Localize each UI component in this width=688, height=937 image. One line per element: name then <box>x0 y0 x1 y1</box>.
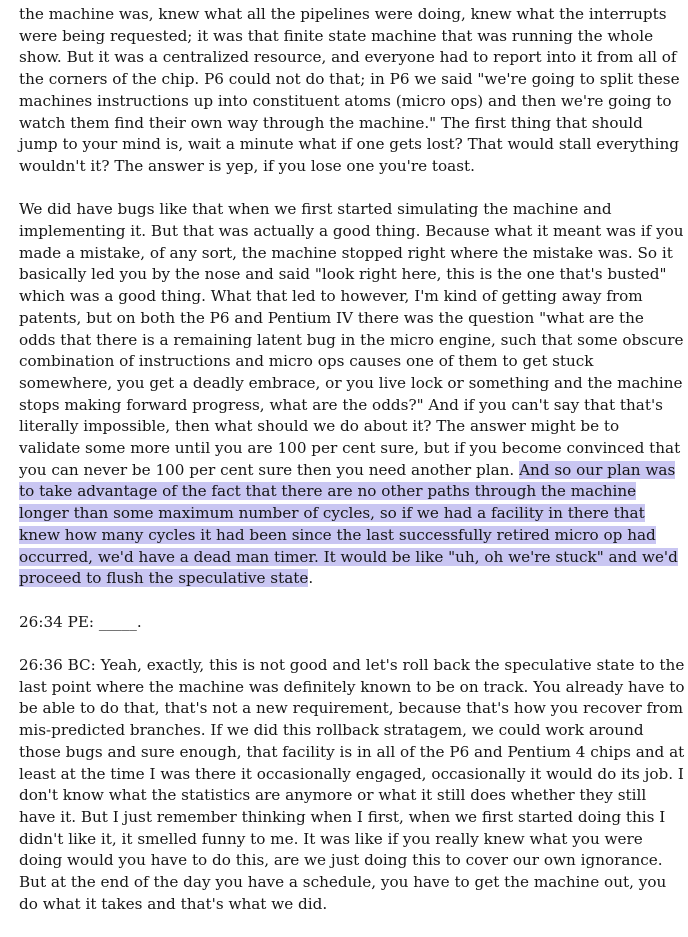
highlighted-selection[interactable]: And so our plan was to take advantage of the fact that there are no other paths through the machine longer than some maximum number of cycles, so if we had a facility in there that knew how many cycles it had been since the last successfully retired micro op had occurred, we'd have a dead man timer. It would be like "uh, oh we're stuck" and we'd proceed to flush the speculative state <box>19 460 678 588</box>
paragraph-finite-state-machine: the machine was, knew what all the pipelines were doing, knew what the interrupts were being requested; it was that finite state machine that was running the whole show. But it was a centralized resource, and everyone had to report into it from all of the corners of the chip. P6 could not do that; in P6 we said "we're going to split these machines instructions up into constituent atoms (micro ops) and then we're going to watch them find their own way through the machine." The first thing that should jump to your mind is, wait a minute what if one gets lost? That would stall everything wouldn't it? The answer is yep, if you lose one you're toast. <box>19 5 680 175</box>
transcript-document <box>19 4 685 937</box>
paragraph-bc-rollback: 26:36 BC: Yeah, exactly, this is not good and let's roll back the speculative state to the last point where the machine was definitely known to be on track. You already have to be able to do that, that's not a new requirement, because that's how you recover from mis-predicted branches. If we did this rollback stratagem, we could work around those bugs and sure enough, that facility is in all of the P6 and Pentium 4 chips and at least at the time I was there it occasionally engaged, occasionally it would do its job. I don't know what the statistics are anymore or what it still does whether they still have it. But I just remember thinking when I first, when we first started doing this I didn't like it, it smelled funny to me. It was like if you really knew what you were doing would you have to do this, are we just doing this to cover our own ignorance. But at the end of the day you have a schedule, you have to get the machine out, you do what it takes and that's what we did. <box>19 656 685 913</box>
paragraph-text: We did have bugs like that when we first started simulating the machine and implementing it. But that was actually a good thing. Because what it meant was if you made a mistake, of any sort, the machine stopped right where the mistake was. So it basically led you by the nose and said "look right here, this is the one that's busted" which was a good thing. What that led to however, I'm kind of getting away from patents, but on both the P6 and Pentium IV there was the question "what are the odds that there is a remaining latent bug in the micro engine, such that some obscure combination of instructions and micro ops causes one of them to get stuck somewhere, you get a deadly embrace, or you live lock or something and the machine stops making forward progress, what are the odds?" And if you can't say that that's literally impossible, then what should we do about it? The answer might be to validate some more until you are 100 per cent sure, but if you become convinced that you can never be 100 per cent sure then you need another plan. <box>19 200 684 479</box>
paragraph-end: . <box>308 569 314 588</box>
paragraph-pe-timestamp: 26:34 PE: _____. <box>19 612 142 631</box>
paragraph-bugs-and-timer <box>19 199 685 590</box>
